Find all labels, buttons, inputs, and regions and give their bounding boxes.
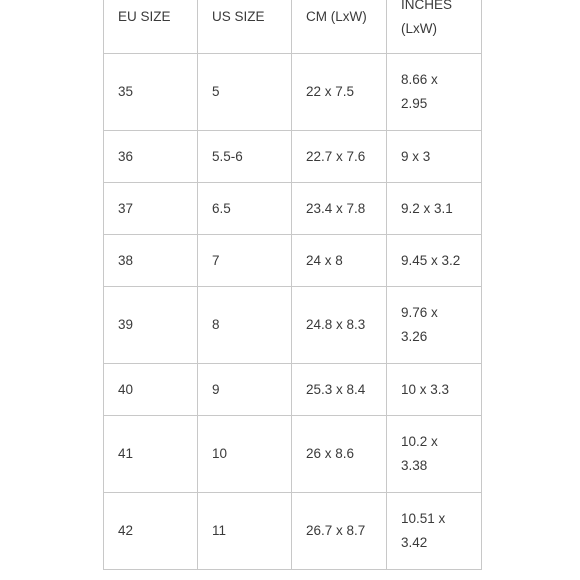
header-cm: CM (LxW) [292, 0, 387, 54]
cell-eu: 35 [104, 54, 198, 131]
cell-cm: 22 x 7.5 [292, 54, 387, 131]
table-body [104, 54, 482, 570]
cell-cm: 22.7 x 7.6 [292, 131, 387, 183]
cell-inches: 9.2 x 3.1 [387, 183, 482, 235]
cell-eu: 39 [104, 287, 198, 364]
cell-us: 7 [198, 235, 292, 287]
cell-eu: 36 [104, 131, 198, 183]
cell-us: 6.5 [198, 183, 292, 235]
cell-inches: 10.51 x 3.42 [387, 493, 482, 570]
cell-inches: 10 x 3.3 [387, 364, 482, 416]
cell-eu: 41 [104, 416, 198, 493]
cell-eu: 40 [104, 364, 198, 416]
cell-cm: 25.3 x 8.4 [292, 364, 387, 416]
cell-cm: 24.8 x 8.3 [292, 287, 387, 364]
table-row [104, 287, 482, 364]
cell-cm: 26.7 x 8.7 [292, 493, 387, 570]
table-row [104, 416, 482, 493]
cell-us: 5 [198, 54, 292, 131]
header-row [104, 0, 482, 54]
header-inches-label: INCHES (LxW) [401, 0, 453, 36]
header-us-size: US SIZE [198, 0, 292, 54]
cell-us: 11 [198, 493, 292, 570]
table-header [104, 0, 482, 54]
cell-inches: 9 x 3 [387, 131, 482, 183]
cell-cm: 26 x 8.6 [292, 416, 387, 493]
cell-cm: 23.4 x 7.8 [292, 183, 387, 235]
table-row [104, 493, 482, 570]
cell-cm: 24 x 8 [292, 235, 387, 287]
cell-us: 9 [198, 364, 292, 416]
cell-inches: 8.66 x 2.95 [387, 54, 482, 131]
size-chart-table [103, 0, 482, 570]
cell-eu: 42 [104, 493, 198, 570]
table-row [104, 54, 482, 131]
cell-eu: 37 [104, 183, 198, 235]
table-row [104, 364, 482, 416]
header-inches [387, 0, 482, 54]
cell-us: 8 [198, 287, 292, 364]
table-row [104, 131, 482, 183]
cell-us: 5.5-6 [198, 131, 292, 183]
table-row [104, 235, 482, 287]
header-eu-size: EU SIZE [104, 0, 198, 54]
cell-inches: 9.45 x 3.2 [387, 235, 482, 287]
table-row [104, 183, 482, 235]
cell-us: 10 [198, 416, 292, 493]
cell-eu: 38 [104, 235, 198, 287]
cell-inches: 9.76 x 3.26 [387, 287, 482, 364]
cell-inches: 10.2 x 3.38 [387, 416, 482, 493]
